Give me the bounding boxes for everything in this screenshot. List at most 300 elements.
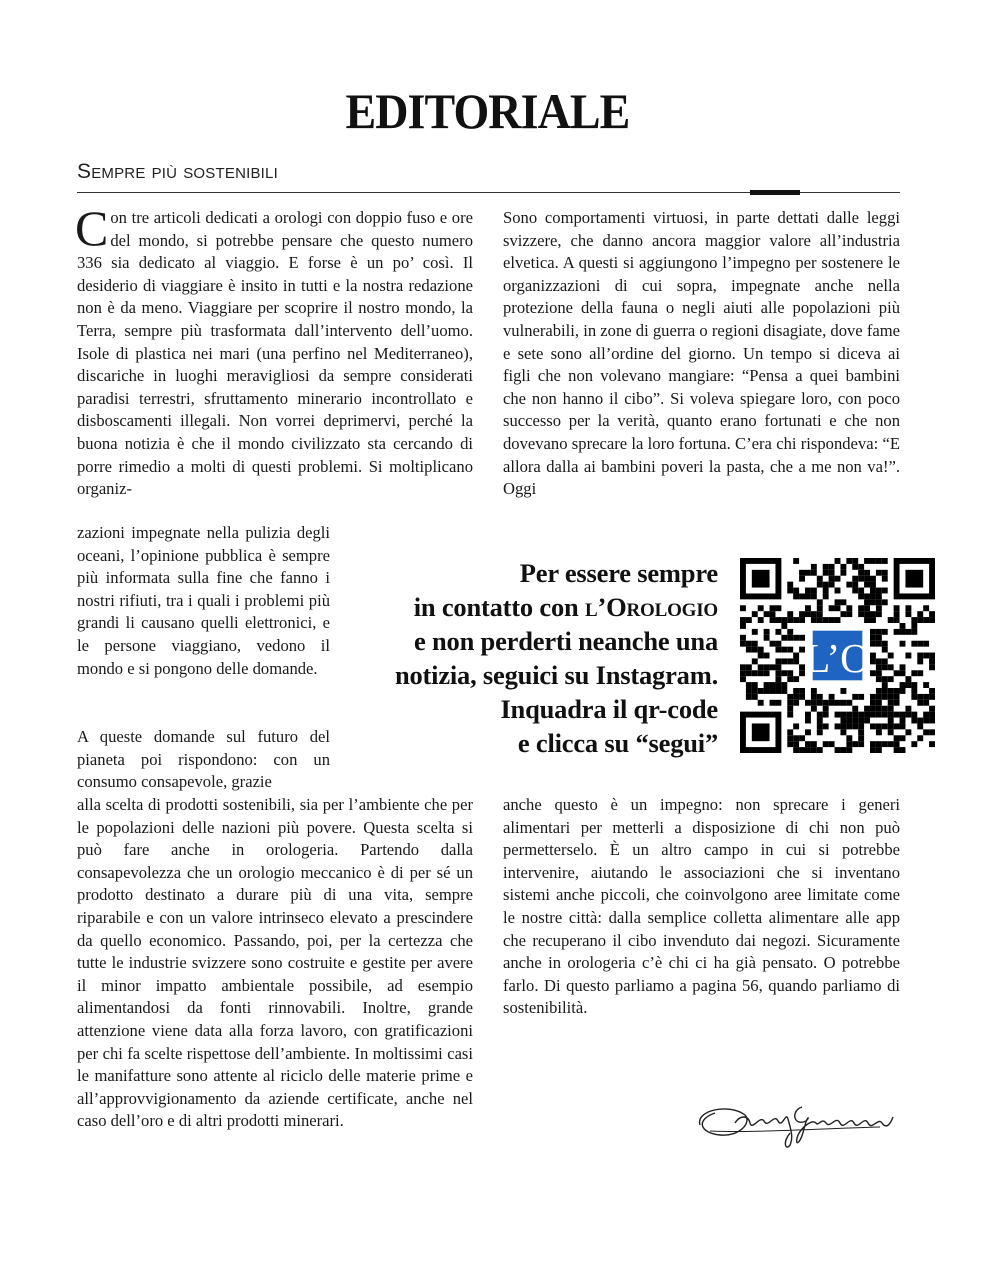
- qr-module: [858, 576, 864, 582]
- qr-module: [823, 723, 829, 729]
- qr-module: [864, 570, 870, 576]
- qr-module: [870, 741, 876, 747]
- qr-module: [835, 700, 841, 706]
- qr-module: [823, 593, 829, 599]
- qr-module: [840, 700, 846, 706]
- qr-module: [746, 641, 752, 647]
- qr-module: [911, 617, 917, 623]
- qr-module: [870, 723, 876, 729]
- qr-module: [870, 700, 876, 706]
- qr-module: [917, 723, 923, 729]
- qr-module: [905, 729, 911, 735]
- qr-module: [876, 588, 882, 594]
- qr-module: [905, 706, 911, 712]
- qr-module: [775, 670, 781, 676]
- qr-module: [764, 682, 770, 688]
- qr-module: [900, 718, 906, 724]
- qr-module: [911, 718, 917, 724]
- qr-module: [811, 617, 817, 623]
- qr-module: [840, 688, 846, 694]
- qr-module: [793, 617, 799, 623]
- qr-module: [758, 653, 764, 659]
- qr-module: [835, 588, 841, 594]
- qr-module: [746, 670, 752, 676]
- qr-module: [864, 605, 870, 611]
- qr-module: [911, 629, 917, 635]
- brand-name: l’Orologio: [584, 592, 718, 622]
- qr-module: [793, 700, 799, 706]
- qr-module: [823, 617, 829, 623]
- qr-module: [811, 588, 817, 594]
- qr-module: [846, 700, 852, 706]
- qr-module: [793, 741, 799, 747]
- qr-module: [852, 694, 858, 700]
- qr-module: [876, 741, 882, 747]
- qr-module: [758, 670, 764, 676]
- promo-line-4: notizia, seguici su Instagram.: [394, 660, 718, 690]
- qr-module: [882, 558, 888, 564]
- qr-module: [846, 741, 852, 747]
- qr-module: [864, 582, 870, 588]
- qr-module: [852, 576, 858, 582]
- qr-module: [746, 682, 752, 688]
- qr-module: [894, 694, 900, 700]
- qr-module: [846, 747, 852, 753]
- qr-module: [858, 694, 864, 700]
- qr-module: [811, 688, 817, 694]
- qr-module: [829, 741, 835, 747]
- qr-module: [917, 670, 923, 676]
- qr-module: [740, 623, 746, 629]
- qr-module: [740, 676, 746, 682]
- qr-module: [882, 694, 888, 700]
- qr-module: [758, 617, 764, 623]
- qr-module: [870, 599, 876, 605]
- qr-module: [764, 653, 770, 659]
- qr-module: [876, 712, 882, 718]
- qr-module: [870, 658, 876, 664]
- qr-module: [770, 700, 776, 706]
- qr-module: [781, 617, 787, 623]
- qr-module: [817, 718, 823, 724]
- qr-module: [752, 694, 758, 700]
- qr-module: [917, 653, 923, 659]
- qr-module: [923, 641, 929, 647]
- qr-module: [811, 700, 817, 706]
- qr-module: [823, 700, 829, 706]
- qr-module: [929, 718, 935, 724]
- qr-module: [917, 694, 923, 700]
- qr-module: [882, 576, 888, 582]
- article-left-wrapped-2: A queste domande sul futuro del pianeta poi rispondono: con un consumo consapevole, grazie: [77, 727, 330, 792]
- qr-module: [852, 741, 858, 747]
- qr-module: [740, 641, 746, 647]
- qr-module: [923, 718, 929, 724]
- qr-module: [894, 712, 900, 718]
- qr-module: [876, 611, 882, 617]
- qr-module: [799, 617, 805, 623]
- qr-module: [817, 729, 823, 735]
- qr-module: [811, 593, 817, 599]
- qr-module: [817, 599, 823, 605]
- qr-module: [770, 688, 776, 694]
- qr-module: [752, 688, 758, 694]
- qr-module: [835, 605, 841, 611]
- promo-line-5: Inquadra il qr-code: [500, 694, 718, 724]
- qr-module: [781, 623, 787, 629]
- promo-line-2-text: in contatto con: [413, 592, 585, 622]
- qr-module: [923, 694, 929, 700]
- qr-module: [811, 564, 817, 570]
- qr-module: [764, 670, 770, 676]
- qr-module: [864, 617, 870, 623]
- qr-module: [870, 694, 876, 700]
- qr-module: [905, 629, 911, 635]
- qr-module: [858, 593, 864, 599]
- qr-module: [929, 664, 935, 670]
- qr-module: [787, 694, 793, 700]
- qr-module: [888, 688, 894, 694]
- qr-module: [870, 582, 876, 588]
- qr-module: [840, 611, 846, 617]
- article-left-top-text: on tre articoli dedicati a orologi con doppio fuso e ore del mondo, si potrebbe pensare che questo numero 336 sia dedicato al viaggio. E forse è un po’ così. Il desiderio di viaggiare è insito in tutti e la nostra redazione non è da meno. Viaggiare per scoprire il nostro mondo, la Terra, sempre più trasformata dall’intervento dell’uomo. Isole di plastica nei mari (una perfino nel Mediterraneo), discariche in luoghi meravigliosi da sempre considerati paradisi terrestri, sfruttamento minerario incontrollato e disboscamenti illegali. Non vorrei deprimervi, perché la buona notizia è che il mondo civilizzato sta cercando di porre rimedio a molti di questi problemi. Si moltiplicano organiz-: [77, 208, 473, 499]
- qr-module: [894, 605, 900, 611]
- qr-module: [799, 735, 805, 741]
- qr-module: [905, 712, 911, 718]
- qr-module: [882, 658, 888, 664]
- qr-module: [917, 700, 923, 706]
- qr-module: [900, 623, 906, 629]
- qr-module: [852, 564, 858, 570]
- qr-module: [758, 688, 764, 694]
- qr-module: [876, 688, 882, 694]
- qr-module: [817, 605, 823, 611]
- qr-module: [787, 700, 793, 706]
- qr-module: [787, 582, 793, 588]
- qr-module: [900, 688, 906, 694]
- qr-module: [894, 617, 900, 623]
- qr-module: [752, 611, 758, 617]
- qr-module: [805, 593, 811, 599]
- qr-module: [870, 670, 876, 676]
- qr-module: [787, 629, 793, 635]
- qr-module: [882, 676, 888, 682]
- qr-module: [876, 641, 882, 647]
- qr-module: [835, 558, 841, 564]
- qr-module: [781, 647, 787, 653]
- qr-module: [900, 747, 906, 753]
- qr-module: [805, 741, 811, 747]
- qr-module: [882, 688, 888, 694]
- qr-module: [923, 682, 929, 688]
- qr-module: [876, 747, 882, 753]
- qr-module: [840, 712, 846, 718]
- qr-module: [752, 641, 758, 647]
- qr-module: [793, 747, 799, 753]
- qr-module: [905, 676, 911, 682]
- qr-module: [888, 653, 894, 659]
- qr-module: [900, 670, 906, 676]
- qr-module: [746, 664, 752, 670]
- qr-module: [817, 582, 823, 588]
- qr-module: [770, 605, 776, 611]
- qr-module: [894, 688, 900, 694]
- qr-module: [894, 670, 900, 676]
- qr-module: [894, 611, 900, 617]
- qr-module: [905, 653, 911, 659]
- qr-module: [775, 682, 781, 688]
- qr-module: [929, 729, 935, 735]
- qr-module: [917, 718, 923, 724]
- qr-module: [882, 629, 888, 635]
- qr-module: [781, 670, 787, 676]
- qr-module: [829, 694, 835, 700]
- qr-module: [882, 723, 888, 729]
- qr-module: [911, 682, 917, 688]
- qr-module: [846, 605, 852, 611]
- qr-module: [911, 623, 917, 629]
- qr-finder-top-right: [894, 558, 935, 599]
- qr-module: [840, 729, 846, 735]
- qr-module: [870, 558, 876, 564]
- qr-module: [900, 712, 906, 718]
- qr-module: [811, 706, 817, 712]
- qr-module: [929, 611, 935, 617]
- qr-module: [858, 570, 864, 576]
- qr-module: [775, 629, 781, 635]
- qr-module: [805, 712, 811, 718]
- qr-module: [793, 653, 799, 659]
- qr-module: [817, 576, 823, 582]
- qr-module: [770, 617, 776, 623]
- qr-module: [858, 723, 864, 729]
- qr-module: [888, 729, 894, 735]
- qr-module: [775, 658, 781, 664]
- qr-module: [817, 611, 823, 617]
- qr-module: [829, 570, 835, 576]
- qr-module: [764, 629, 770, 635]
- qr-module: [917, 658, 923, 664]
- qr-module: [846, 718, 852, 724]
- qr-module: [882, 712, 888, 718]
- qr-module: [781, 658, 787, 664]
- qr-module: [764, 664, 770, 670]
- qr-module: [888, 712, 894, 718]
- qr-module: [775, 688, 781, 694]
- qr-module: [799, 593, 805, 599]
- qr-module: [817, 617, 823, 623]
- qr-module: [793, 558, 799, 564]
- qr-module: [787, 647, 793, 653]
- qr-module: [817, 712, 823, 718]
- qr-module: [787, 670, 793, 676]
- qr-module: [764, 688, 770, 694]
- instagram-qr-code[interactable]: [740, 558, 935, 753]
- qr-module: [870, 635, 876, 641]
- qr-module: [840, 570, 846, 576]
- qr-module: [929, 653, 935, 659]
- qr-module: [799, 747, 805, 753]
- qr-module: [770, 682, 776, 688]
- qr-module: [888, 718, 894, 724]
- qr-module: [752, 658, 758, 664]
- qr-module: [840, 747, 846, 753]
- qr-module: [805, 747, 811, 753]
- qr-module: [770, 664, 776, 670]
- qr-module: [793, 676, 799, 682]
- qr-module: [905, 611, 911, 617]
- qr-module: [900, 629, 906, 635]
- qr-module: [911, 641, 917, 647]
- qr-module: [793, 593, 799, 599]
- qr-module: [917, 641, 923, 647]
- qr-logo-text: L’O: [804, 635, 871, 682]
- article-right-top: Sono comportamenti virtuosi, in parte dettati dalle leggi svizzere, che danno ancora maggior valore all’industria elvetica. A questi si aggiungono l’impegno per sostenere le organizzazioni di cui sopra, impegnate anche nella protezione della fauna o negli aiuti alle popolazioni più vulnerabili, in zone di guerra o regioni disagiate, dove fame e sete sono all’ordine del giorno. Un tempo si diceva ai figli che non volevano mangiare: “Pensa a quei bambini che non hanno il cibo”. Si voleva spiegare loro, con poco successo per la verità, quanto erano fortunati e che non dovevano sprecare la loro fortuna. C’era chi rispondeva: “E allora dalla ai bambini poveri la pasta, che a me non va!”. Oggi: [503, 208, 900, 499]
- qr-module: [787, 617, 793, 623]
- qr-module: [817, 747, 823, 753]
- qr-module: [882, 664, 888, 670]
- qr-module: [911, 712, 917, 718]
- qr-module: [781, 688, 787, 694]
- article-right-bottom: anche questo è un impegno: non sprecare i generi alimentari per metterli a disposizione di chi non può permetterselo. È un altro campo in cui si potrebbe intervenire, aiutando le associazioni che si inventano sistemi anche piccoli, che coinvolgono aree limitate come le nostre città: dalla semplice colletta alimentare alle app che recuperano il cibo invenduto dai negozi. Sicuramente anche in orologeria c’è chi ci ha già pensato. O potrebbe farlo. Di questo parliamo a pagina 56, quando parliamo di sostenibilità.: [503, 795, 900, 1018]
- qr-module: [758, 647, 764, 653]
- qr-module: [770, 641, 776, 647]
- qr-module: [752, 670, 758, 676]
- qr-module: [846, 723, 852, 729]
- qr-module: [888, 694, 894, 700]
- qr-module: [746, 694, 752, 700]
- qr-module: [911, 741, 917, 747]
- qr-module: [870, 611, 876, 617]
- qr-module: [876, 729, 882, 735]
- qr-module: [799, 694, 805, 700]
- qr-module: [835, 599, 841, 605]
- qr-module: [864, 599, 870, 605]
- qr-module: [835, 747, 841, 753]
- qr-module: [811, 570, 817, 576]
- promo-line-3: e non perderti neanche una: [414, 626, 718, 656]
- qr-module: [900, 641, 906, 647]
- qr-module: [805, 570, 811, 576]
- qr-module: [882, 641, 888, 647]
- qr-module: [811, 747, 817, 753]
- qr-module: [929, 617, 935, 623]
- qr-module: [870, 617, 876, 623]
- qr-module: [882, 570, 888, 576]
- qr-module: [787, 741, 793, 747]
- qr-module: [829, 564, 835, 570]
- qr-module: [787, 611, 793, 617]
- qr-module: [929, 658, 935, 664]
- qr-module: [858, 712, 864, 718]
- qr-module: [876, 629, 882, 635]
- qr-module: [858, 605, 864, 611]
- article-left-wrapped-1: zazioni impegnate nella pulizia degli oceani, l’opinione pubblica è sempre più informata sulla fine che fanno i nostri rifiuti, tra i quali i problemi più grandi li causano quelli elettronici, e le persone viaggiano, vedono il mondo e si pongono delle domande.: [77, 523, 330, 678]
- qr-module: [811, 611, 817, 617]
- qr-module: [805, 588, 811, 594]
- qr-module: [876, 570, 882, 576]
- qr-module: [929, 688, 935, 694]
- qr-module: [858, 588, 864, 594]
- qr-module: [888, 706, 894, 712]
- qr-module: [823, 564, 829, 570]
- qr-module: [876, 593, 882, 599]
- qr-module: [888, 741, 894, 747]
- qr-module: [793, 735, 799, 741]
- qr-module: [829, 617, 835, 623]
- qr-module: [882, 599, 888, 605]
- qr-module: [864, 576, 870, 582]
- qr-module: [876, 558, 882, 564]
- qr-module: [852, 718, 858, 724]
- qr-module: [864, 558, 870, 564]
- qr-module: [793, 588, 799, 594]
- article-left-bottom: alla scelta di prodotti sostenibili, sia per l’ambiente che per le popolazioni delle nazioni più povere. Questa scelta si può fare anche in orologeria. Partendo dalla consapevolezza che un orologio meccanico è di per sé un prodotto destinato a durare più di una vita, sempre riparabile e con un valore intrinseco elevato a prescindere da quello economico. Passando, poi, per la certezza che tutte le industrie svizzere sono costruite e gestite per avere il minor impatto ambientale possibile, ad esempio alimentandosi da fonti rinnovabili. Inoltre, grande attenzione viene data alla forza lavoro, con gratificazioni per chi fa scelte rispettose dell’ambiente. In moltissimi casi le manifatture sono attente al riciclo delle materie prime e all’approvvigionamento da aziende certificate, anche nel caso dell’oro e di altri prodotti minerari.: [77, 795, 473, 1131]
- qr-module: [882, 741, 888, 747]
- qr-module: [740, 635, 746, 641]
- qr-module: [876, 670, 882, 676]
- qr-module: [870, 593, 876, 599]
- page-title: EDITORIALE: [345, 83, 630, 139]
- qr-module: [793, 694, 799, 700]
- qr-module: [840, 599, 846, 605]
- qr-module: [846, 735, 852, 741]
- qr-module: [923, 712, 929, 718]
- qr-module: [835, 712, 841, 718]
- qr-module: [846, 582, 852, 588]
- qr-module: [787, 712, 793, 718]
- qr-module: [787, 588, 793, 594]
- qr-module: [876, 635, 882, 641]
- qr-module: [835, 723, 841, 729]
- qr-module: [793, 688, 799, 694]
- qr-module: [805, 605, 811, 611]
- article-left-top: [75, 200, 473, 501]
- qr-module: [929, 712, 935, 718]
- qr-module: [923, 700, 929, 706]
- qr-module: [923, 605, 929, 611]
- qr-module: [817, 700, 823, 706]
- qr-module: [799, 688, 805, 694]
- qr-module: [864, 593, 870, 599]
- signature: [690, 1085, 905, 1155]
- qr-module: [752, 647, 758, 653]
- qr-module: [787, 735, 793, 741]
- promo-line-2: [355, 590, 718, 624]
- qr-module: [882, 588, 888, 594]
- qr-module: [894, 741, 900, 747]
- qr-module: [746, 688, 752, 694]
- qr-module: [799, 576, 805, 582]
- qr-module: [923, 729, 929, 735]
- qr-module: [823, 712, 829, 718]
- qr-module: [805, 700, 811, 706]
- qr-module: [852, 588, 858, 594]
- qr-module: [829, 605, 835, 611]
- qr-module: [758, 605, 764, 611]
- qr-module: [846, 712, 852, 718]
- qr-module: [888, 700, 894, 706]
- qr-module: [829, 576, 835, 582]
- qr-module: [870, 588, 876, 594]
- qr-module: [793, 635, 799, 641]
- qr-module: [787, 635, 793, 641]
- qr-module: [870, 576, 876, 582]
- qr-module: [852, 706, 858, 712]
- qr-module: [781, 682, 787, 688]
- qr-module: [852, 723, 858, 729]
- qr-module: [900, 664, 906, 670]
